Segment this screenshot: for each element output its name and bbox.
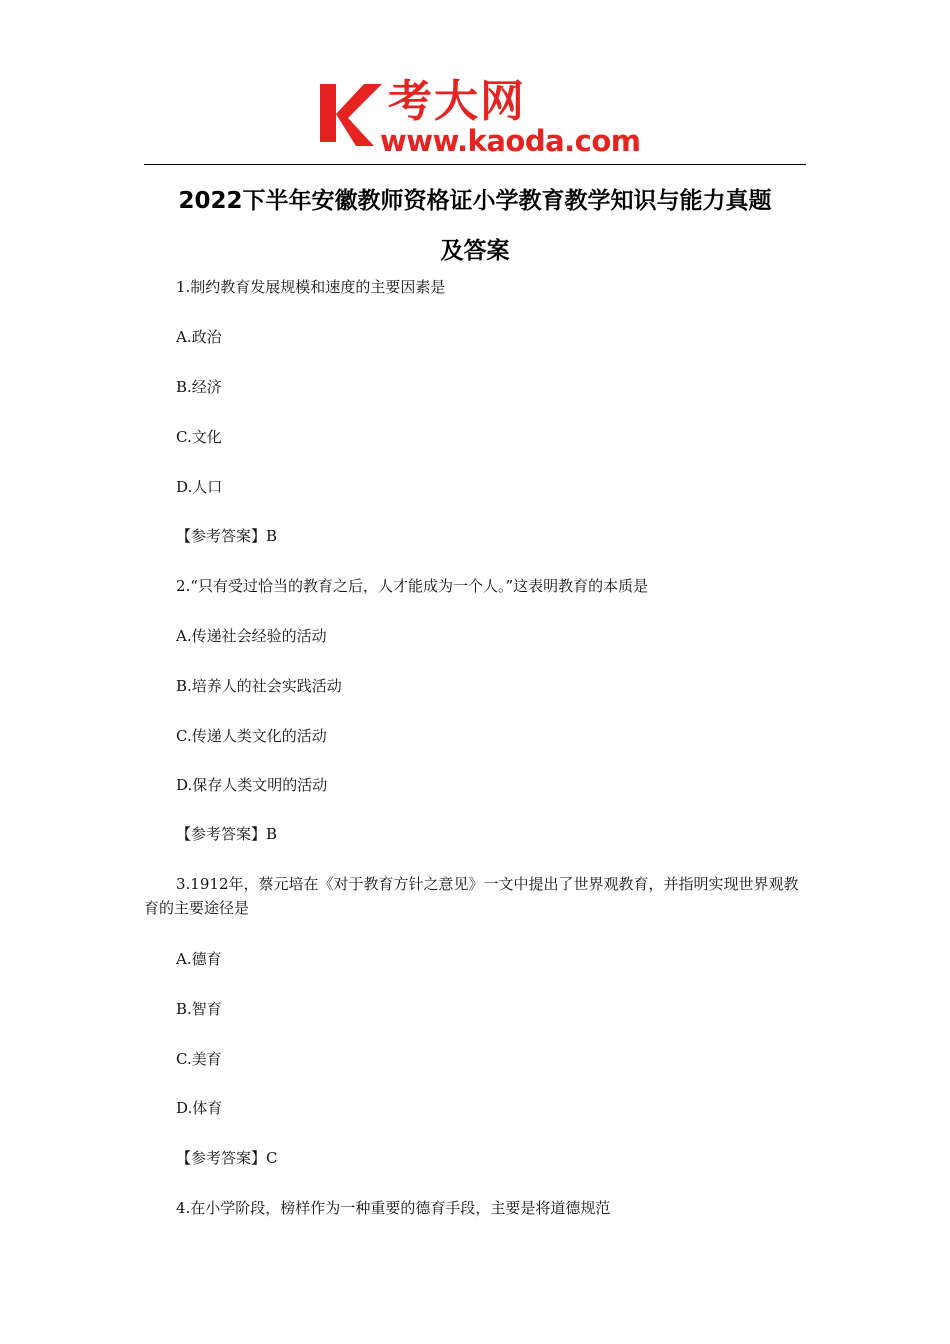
reference-answer: 【参考答案】B [176,527,278,545]
logo-mark-letter: K [318,80,319,81]
header-divider [144,164,806,165]
answer-option: D.保存人类文明的活动 [176,776,328,794]
question-stem: 1.制约教育发展规模和速度的主要因素是 [176,278,446,296]
k-mark-icon [318,80,388,150]
kaoda-logo [318,76,648,160]
question-stem: 3.1912年，蔡元培在《对于教育方针之意见》一文中提出了世界观教育，并指明实现世界观教育的主要途径是 [144,875,799,917]
question-stem: 4.在小学阶段，榜样作为一种重要的德育手段，主要是将道德规范 [176,1199,611,1217]
reference-answer: 【参考答案】B [176,825,278,843]
answer-option: C.文化 [176,428,222,446]
answer-option: C.美育 [176,1050,222,1068]
answer-option: A.政治 [176,328,222,346]
reference-answer: 【参考答案】C [176,1149,278,1167]
answer-option: A.传递社会经验的活动 [176,627,327,645]
document-title-continued: 及答案 [440,238,510,264]
logo-site-name: 考大网 [388,76,526,127]
answer-option: D.人口 [176,478,223,496]
answer-option: C.传递人类文化的活动 [176,727,327,745]
answer-option: D.体育 [176,1099,223,1117]
logo-site-url[interactable]: www.kaoda.com [380,124,641,158]
answer-option: B.培养人的社会实践活动 [176,677,342,695]
document-title: 2022下半年安徽教师资格证小学教育教学知识与能力真题 [178,188,772,214]
answer-option: B.智育 [176,1000,222,1018]
question-stem: 2.“只有受过恰当的教育之后，人才能成为一个人。”这表明教育的本质是 [176,577,649,595]
answer-option: B.经济 [176,378,222,396]
answer-option: A.德育 [176,950,222,968]
